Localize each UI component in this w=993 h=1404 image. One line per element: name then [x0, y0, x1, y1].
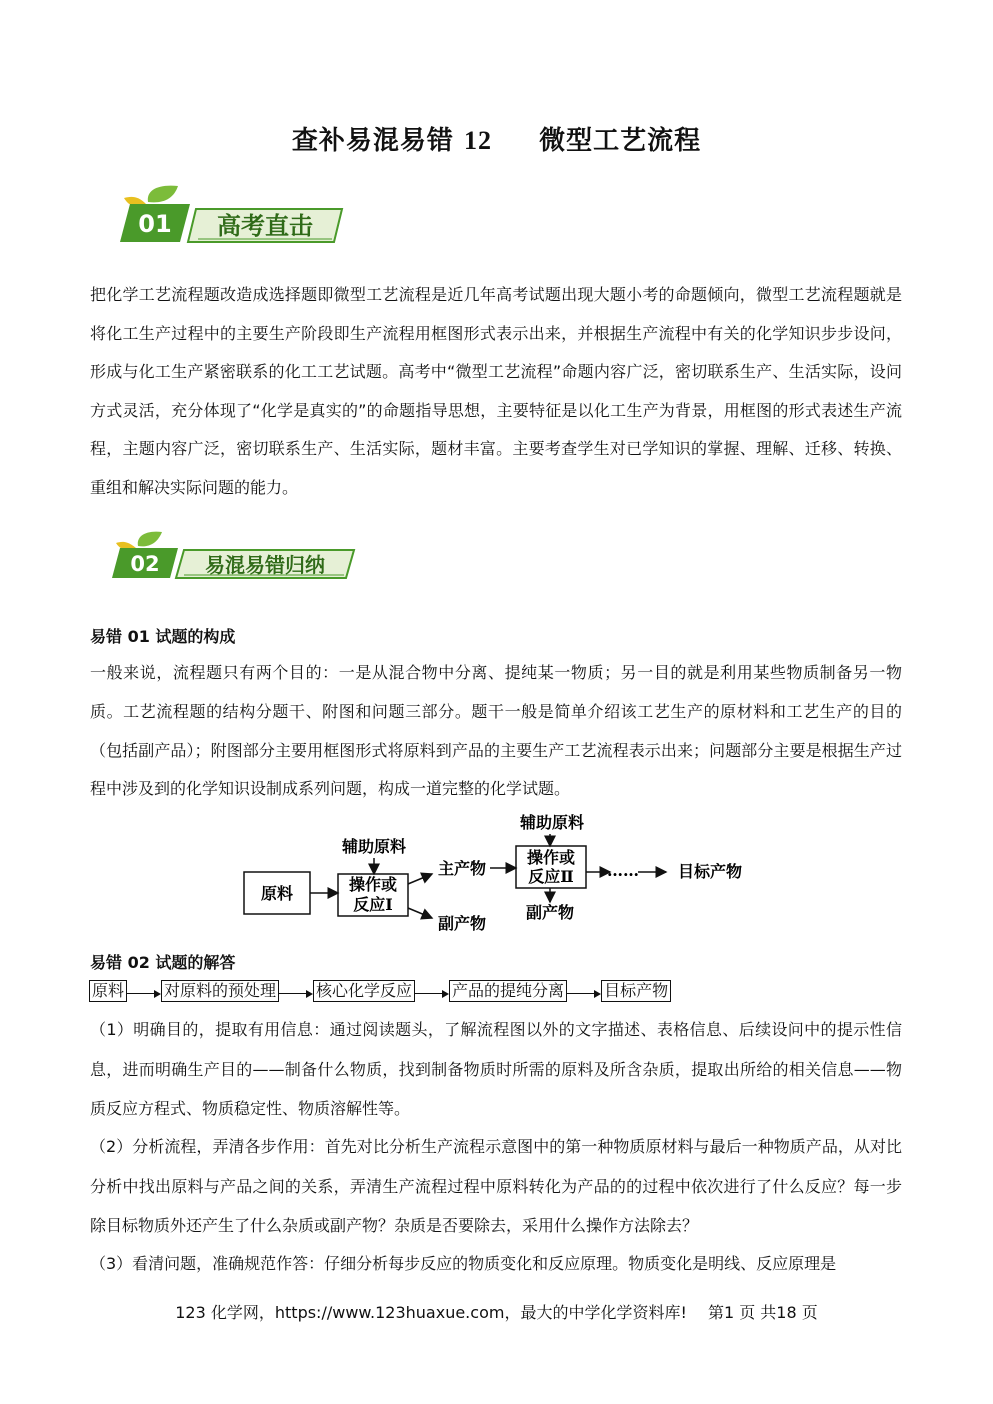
- arrow-icon: [127, 981, 161, 1001]
- arrow-icon: [279, 981, 313, 1001]
- operation-1-line2: 反应Ⅰ: [353, 895, 393, 914]
- section-01-paragraph: 把化学工艺流程题改造成选择题即微型工艺流程是近几年高考试题出现大题小考的命题倾向，微型工艺流程题就是将化工生产过程中的主要生产阶段即生产流程用框图形式表示出来，并根据生产流程中有关的化学知识步步设问，形成与化工生产紧密联系的化工工艺试题。高考中“微型工艺流程”命题内容广泛，密切联系生产、生活实际，设问方式灵活，充分体现了“化学是真实的”的命题指导思想，主要特征是以化工生产为背景，用框图的形式表述生产流程，主题内容广泛，密切联系生产、生活实际，题材丰富。主要考查学生对已学知识的掌握、理解、迁移、转换、重组和解决实际问题的能力。: [90, 285, 902, 497]
- operation-2-line1: 操作或: [526, 848, 576, 867]
- operation-2-line2: 反应Ⅱ: [528, 867, 574, 886]
- aux-material-2-label: 辅助原料: [519, 813, 585, 832]
- arrow-icon: [567, 981, 601, 1001]
- solution-flow: [89, 980, 671, 1002]
- flow-step-target: 目标产物: [601, 980, 671, 1002]
- raw-material-label: 原料: [260, 884, 294, 903]
- error-02-heading: 易错 02 试题的解答: [90, 953, 236, 972]
- document-title: [0, 120, 993, 157]
- byproduct-1-label: 副产物: [437, 914, 487, 933]
- section-01-label: 高考直击: [217, 212, 313, 240]
- flow-step-raw: 原料: [89, 980, 127, 1002]
- section-01-header: [118, 182, 348, 246]
- title-number: 12: [463, 126, 492, 155]
- flow-step-purification: 产品的提纯分离: [449, 980, 567, 1002]
- page-footer: 123 化学网，https://www.123huaxue.com，最大的中学化学资料库! 第1 页 共18 页: [175, 1303, 818, 1322]
- section-01-number: 01: [138, 210, 172, 238]
- title-prefix: 查补易混易错: [291, 126, 454, 156]
- section-02-label: 易混易错归纳: [205, 553, 325, 577]
- solution-step-1: （1）明确目的，提取有用信息：通过阅读题头，了解流程图以外的文字描述、表格信息、后续设问中的提示性信息，进而明确生产目的——制备什么物质，找到制备物质时所需的原料及所含杂质，提取出所给的相关信息——物质反应方程式、物质稳定性、物质溶解性等。: [90, 1020, 902, 1118]
- error-01-paragraph: 一般来说，流程题只有两个目的：一是从混合物中分离、提纯某一物质；另一目的就是利用某些物质制备另一物质。工艺流程题的结构分题干、附图和问题三部分。题干一般是简单介绍该工艺生产的原材料和工艺生产的目的（包括副产品）；附图部分主要用框图形式将原料到产品的主要生产工艺流程表示出来；问题部分主要是根据生产过程中涉及到的化学知识设制成系列问题，构成一道完整的化学试题。: [90, 663, 902, 799]
- byproduct-2-label: 副产物: [525, 903, 575, 922]
- aux-material-1-label: 辅助原料: [341, 837, 407, 856]
- solution-step-2: （2）分析流程，弄清各步作用：首先对比分析生产流程示意图中的第一种物质原材料与最后一种物质产品，从对比分析中找出原料与产品之间的关系，弄清生产流程过程中原料转化为产品的的过程中依次进行了什么反应？每一步除目标物质外还产生了什么杂质或副产物？杂质是否要除去，采用什么操作方法除去？: [90, 1137, 902, 1235]
- error-01-heading: 易错 01 试题的构成: [90, 627, 236, 646]
- operation-1-line1: 操作或: [348, 875, 398, 894]
- process-flow-diagram: [240, 812, 760, 942]
- section-02-header: [108, 528, 358, 584]
- leaf-icon: [124, 186, 178, 207]
- section-02-number: 02: [130, 552, 160, 576]
- flow-step-core-reaction: 核心化学反应: [313, 980, 415, 1002]
- solution-step-3: （3）看清问题，准确规范作答：仔细分析每步反应的物质变化和反应原理。物质变化是明线、反应原理是: [90, 1254, 837, 1273]
- leaf-icon: [116, 532, 162, 550]
- title-suffix: 微型工艺流程: [539, 126, 702, 156]
- main-product-label: 主产物: [437, 859, 487, 878]
- target-product-label: 目标产物: [677, 862, 743, 881]
- arrow-icon: [415, 981, 449, 1001]
- flow-step-preprocess: 对原料的预处理: [161, 980, 279, 1002]
- ellipsis-label: ……: [607, 861, 639, 880]
